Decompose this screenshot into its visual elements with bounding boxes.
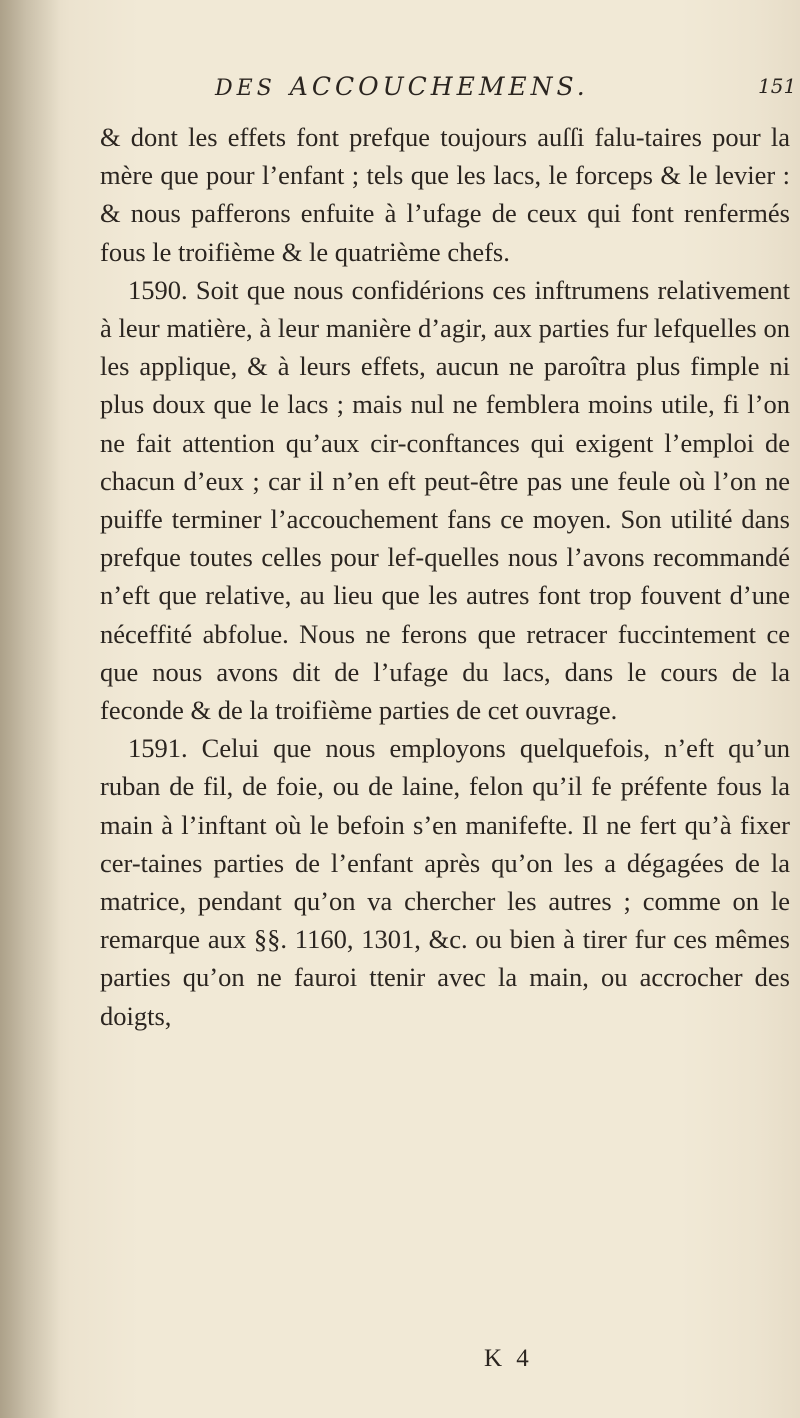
paragraph-1590: 1590. Soit que nous confidérions ces inftrumens relativement à leur matière, à leur manière d’agir, aux parties fur lefquelles on les applique, & à leurs effets, aucun ne paroîtra plus fimple ni plus doux que le lacs ; mais nul ne femblera moins utile, fi l’on ne fait attention qu’aux cir-conftances qui exigent l’emploi de chacun d’eux ; car il n’en eft peut-être pas une feule où l’on ne puiffe terminer l’accouchement fans ce moyen. Son utilité dans prefque toutes celles pour lef-quelles nous l’avons recommandé n’eft que relative, au lieu que les autres font trop fouvent d’une néceffité abfolue. Nous ne ferons que retracer fuccintement ce que nous avons dit de l’ufage du lacs, dans le cours de la feconde & de la troifième parties de cet ouvrage. (100, 274, 790, 726)
body-text (100, 118, 790, 1035)
running-title: ACCOUCHEMENS. (289, 72, 589, 101)
paragraph-1591: 1591. Celui que nous employons quelquefois, n’eft qu’un ruban de fil, de foie, ou de laine, felon qu’il fe préfente fous la main à l’inftant où le befoin s’en manifefte. Il ne fert qu’à fixer cer-taines parties de l’enfant après qu’on les a dégagées de la matrice, pendant qu’on va chercher les autres ; comme on le remarque aux §§. 1160, 1301, &c. ou bien à tirer fur ces mêmes parties qu’on ne fauroi ttenir avec la main, ou accrocher des doigts, (100, 733, 790, 1031)
gutter-shadow (0, 0, 60, 1418)
paragraph-continuation: & dont les effets font prefque toujours auſſi falu-taires pour la mère que pour l’enfant ; tels que les lacs, le forceps & le levier : & nous pafferons enfuite à l’ufage de ceux qui font renfermés fous le troifième & le quatrième chefs. (100, 122, 790, 267)
signature-mark: K 4 (484, 1345, 533, 1372)
running-title-prefix: DES (215, 76, 276, 101)
running-head (120, 72, 720, 108)
page-number: 151 (758, 74, 797, 98)
